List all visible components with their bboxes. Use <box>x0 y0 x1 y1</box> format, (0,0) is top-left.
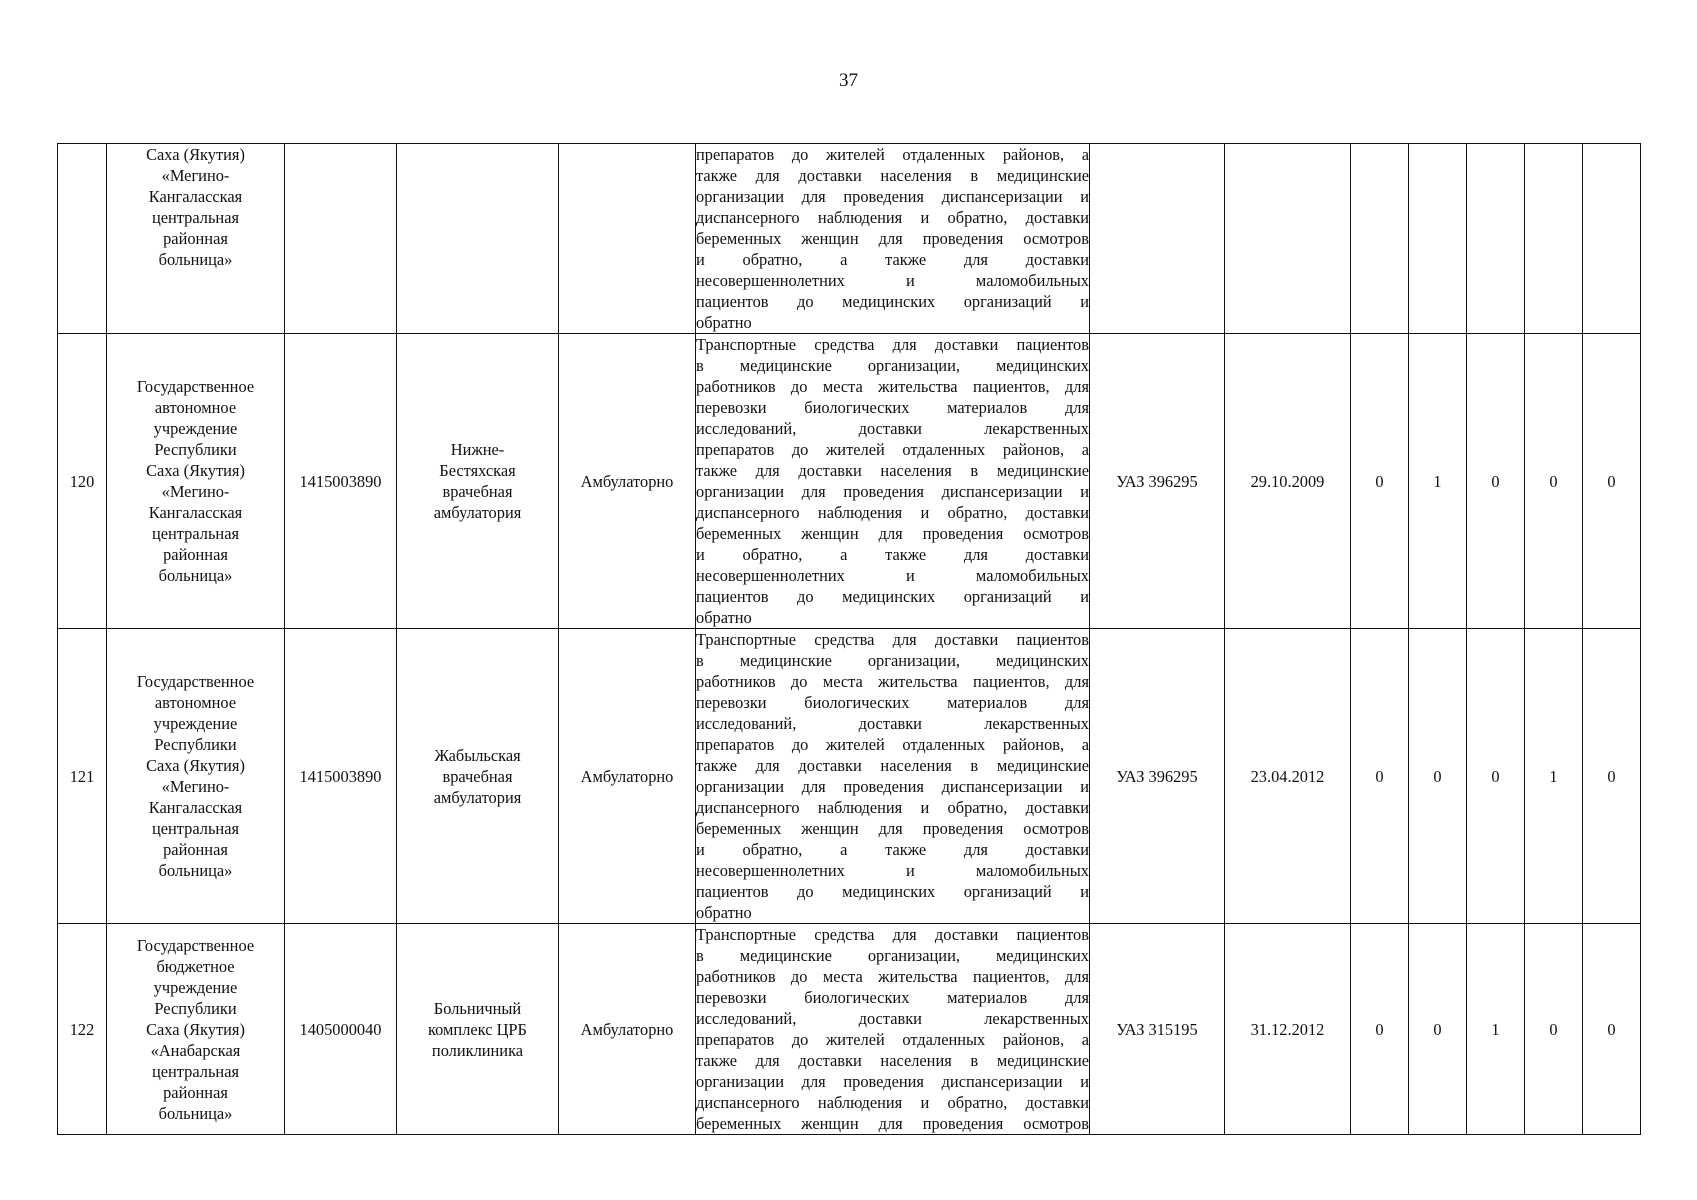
vehicle-model-cell <box>1090 144 1225 334</box>
org-line: центральная <box>151 208 240 227</box>
org-line: «Мегино- <box>161 166 230 185</box>
count-cell: 1 <box>1409 334 1467 629</box>
org-line: бюджетное <box>156 956 235 976</box>
org-line: центральная <box>151 819 240 838</box>
description-cell <box>696 629 1090 924</box>
org-line: учреждение <box>153 419 238 438</box>
org-line: учреждение <box>153 714 238 733</box>
count-cell: 1 <box>1467 924 1525 1135</box>
desc-line: исследований, доставки лекарственных <box>696 1009 1089 1028</box>
unit-line: комплекс ЦРБ <box>428 1019 527 1039</box>
org-line: Кангаласская <box>148 798 243 817</box>
org-line: «Мегино- <box>161 482 230 501</box>
desc-line: организации для проведения диспансеризации и <box>696 1072 1089 1091</box>
organization-cell <box>107 144 285 334</box>
count-cell: 1 <box>1525 629 1583 924</box>
unit-line: врачебная <box>442 482 513 501</box>
vehicle-model-cell: УАЗ 396295 <box>1090 334 1225 629</box>
desc-line: организации для проведения диспансеризации и <box>696 187 1089 206</box>
care-type-cell: Амбулаторно <box>559 924 696 1135</box>
date-cell <box>1225 144 1351 334</box>
desc-line: исследований, доставки лекарственных <box>696 419 1089 438</box>
desc-line: работников до места жительства пациентов, для <box>696 377 1089 396</box>
table-row <box>58 629 1641 924</box>
desc-line: препаратов до жителей отдаленных районов, а <box>696 735 1089 754</box>
desc-line: в медицинские организации, медицинских <box>696 356 1089 375</box>
desc-line: диспансерного наблюдения и обратно, доставки <box>696 798 1089 817</box>
desc-line: перевозки биологических материалов для <box>696 988 1089 1007</box>
org-line: районная <box>163 840 228 859</box>
org-line: «Мегино- <box>161 777 230 796</box>
organization-cell <box>107 629 285 924</box>
desc-line: беременных женщин для проведения осмотров <box>696 819 1089 838</box>
desc-line: в медицинские организации, медицинских <box>696 946 1089 965</box>
count-cell: 0 <box>1525 334 1583 629</box>
org-line: центральная <box>151 524 240 543</box>
vehicle-table <box>57 143 1641 1135</box>
date-cell: 23.04.2012 <box>1225 629 1351 924</box>
org-line: «Анабарская <box>150 1040 241 1060</box>
desc-line: в медицинские организации, медицинских <box>696 651 1089 670</box>
desc-line: несовершеннолетних и маломобильных <box>696 271 1089 290</box>
desc-line: беременных женщин для проведения осмотров <box>696 229 1089 248</box>
org-line: больница» <box>158 566 233 585</box>
count-cell <box>1351 144 1409 334</box>
desc-line: Транспортные средства для доставки пациентов <box>696 335 1089 354</box>
unit-line: амбулатория <box>433 787 522 807</box>
unit-line: врачебная <box>442 766 513 786</box>
desc-line: также для доставки населения в медицинские <box>696 461 1089 480</box>
desc-line: диспансерного наблюдения и обратно, доставки <box>696 1093 1089 1112</box>
desc-line: беременных женщин для проведения осмотров <box>696 1114 1089 1133</box>
vehicle-model-cell: УАЗ 396295 <box>1090 629 1225 924</box>
inn-cell: 1415003890 <box>285 629 397 924</box>
desc-line: обратно <box>696 903 752 922</box>
row-number-cell: 120 <box>58 334 107 629</box>
count-cell: 0 <box>1467 334 1525 629</box>
inn-cell: 1415003890 <box>285 334 397 629</box>
desc-line: исследований, доставки лекарственных <box>696 714 1089 733</box>
desc-line: перевозки биологических материалов для <box>696 398 1089 417</box>
count-cell: 0 <box>1583 334 1641 629</box>
desc-line: организации для проведения диспансеризации и <box>696 482 1089 501</box>
count-cell: 0 <box>1525 924 1583 1135</box>
desc-line: беременных женщин для проведения осмотров <box>696 524 1089 543</box>
desc-line: препаратов до жителей отдаленных районов, а <box>696 145 1089 164</box>
org-line: Кангаласская <box>148 503 243 522</box>
desc-line: перевозки биологических материалов для <box>696 693 1089 712</box>
org-line: Саха (Якутия) <box>146 461 245 480</box>
count-cell: 0 <box>1409 924 1467 1135</box>
count-cell <box>1467 144 1525 334</box>
date-cell: 31.12.2012 <box>1225 924 1351 1135</box>
care-type-cell: Амбулаторно <box>559 334 696 629</box>
unit-cell <box>397 334 559 629</box>
unit-cell <box>397 924 559 1135</box>
page-number: 37 <box>839 70 858 91</box>
count-cell: 0 <box>1351 924 1409 1135</box>
org-line: Государственное <box>136 377 255 396</box>
unit-line: Бестяхская <box>439 461 516 480</box>
org-line: Саха (Якутия) <box>146 756 245 775</box>
org-line: центральная <box>151 1061 240 1081</box>
org-line: районная <box>163 545 228 564</box>
desc-line: Транспортные средства для доставки пациентов <box>696 925 1089 944</box>
inn-cell: 1405000040 <box>285 924 397 1135</box>
desc-line: работников до места жительства пациентов, для <box>696 967 1089 986</box>
unit-cell <box>397 144 559 334</box>
count-cell: 0 <box>1351 629 1409 924</box>
row-number-cell <box>58 144 107 334</box>
organization-cell <box>107 924 285 1135</box>
description-cell <box>696 144 1090 334</box>
date-cell: 29.10.2009 <box>1225 334 1351 629</box>
org-line: больница» <box>158 1103 233 1123</box>
description-cell <box>696 334 1090 629</box>
desc-line: обратно <box>696 313 752 332</box>
description-cell <box>696 924 1090 1135</box>
vehicle-model-cell: УАЗ 315195 <box>1090 924 1225 1135</box>
count-cell <box>1583 144 1641 334</box>
desc-line: также для доставки населения в медицинские <box>696 1051 1089 1070</box>
count-cell <box>1409 144 1467 334</box>
unit-line: Нижне- <box>450 440 505 459</box>
desc-line: препаратов до жителей отдаленных районов, а <box>696 440 1089 459</box>
unit-line: поликлиника <box>431 1040 524 1060</box>
desc-line: пациентов до медицинских организаций и <box>696 882 1089 901</box>
org-line: больница» <box>158 861 233 880</box>
unit-line: Больничный <box>433 998 522 1018</box>
desc-line: также для доставки населения в медицинские <box>696 756 1089 775</box>
desc-line: несовершеннолетних и маломобильных <box>696 861 1089 880</box>
org-line: Республики <box>154 735 237 754</box>
table-row <box>58 334 1641 629</box>
desc-line: работников до места жительства пациентов, для <box>696 672 1089 691</box>
count-cell: 0 <box>1583 924 1641 1135</box>
care-type-cell <box>559 144 696 334</box>
org-line: Государственное <box>136 672 255 691</box>
desc-line: диспансерного наблюдения и обратно, доставки <box>696 208 1089 227</box>
org-line: Республики <box>154 998 237 1018</box>
org-line: автономное <box>154 398 237 417</box>
table-row <box>58 144 1641 334</box>
desc-line: пациентов до медицинских организаций и <box>696 587 1089 606</box>
unit-line: Жабыльская <box>434 745 521 765</box>
count-cell: 0 <box>1409 629 1467 924</box>
desc-line: несовершеннолетних и маломобильных <box>696 566 1089 585</box>
org-line: Республики <box>154 440 237 459</box>
desc-line: и обратно, а также для доставки <box>696 840 1089 859</box>
desc-line: также для доставки населения в медицинские <box>696 166 1089 185</box>
table-row <box>58 924 1641 1135</box>
care-type-cell: Амбулаторно <box>559 629 696 924</box>
count-cell <box>1525 144 1583 334</box>
organization-cell <box>107 334 285 629</box>
count-cell: 0 <box>1467 629 1525 924</box>
org-line: районная <box>163 229 228 248</box>
desc-line: Транспортные средства для доставки пациентов <box>696 630 1089 649</box>
org-line: учреждение <box>153 977 238 997</box>
desc-line: препаратов до жителей отдаленных районов, а <box>696 1030 1089 1049</box>
desc-line: и обратно, а также для доставки <box>696 545 1089 564</box>
unit-cell <box>397 629 559 924</box>
org-line: Саха (Якутия) <box>146 1019 245 1039</box>
inn-cell <box>285 144 397 334</box>
row-number-cell: 121 <box>58 629 107 924</box>
unit-line: амбулатория <box>433 503 522 522</box>
count-cell: 0 <box>1583 629 1641 924</box>
desc-line: диспансерного наблюдения и обратно, доставки <box>696 503 1089 522</box>
org-line: больница» <box>158 250 233 269</box>
org-line: автономное <box>154 693 237 712</box>
org-line: районная <box>163 1082 228 1102</box>
desc-line: и обратно, а также для доставки <box>696 250 1089 269</box>
desc-line: организации для проведения диспансеризации и <box>696 777 1089 796</box>
desc-line: обратно <box>696 608 752 627</box>
row-number-cell: 122 <box>58 924 107 1135</box>
org-line: Кангаласская <box>148 187 243 206</box>
count-cell: 0 <box>1351 334 1409 629</box>
org-line: Государственное <box>136 935 255 955</box>
org-line: Саха (Якутия) <box>146 145 245 164</box>
desc-line: пациентов до медицинских организаций и <box>696 292 1089 311</box>
